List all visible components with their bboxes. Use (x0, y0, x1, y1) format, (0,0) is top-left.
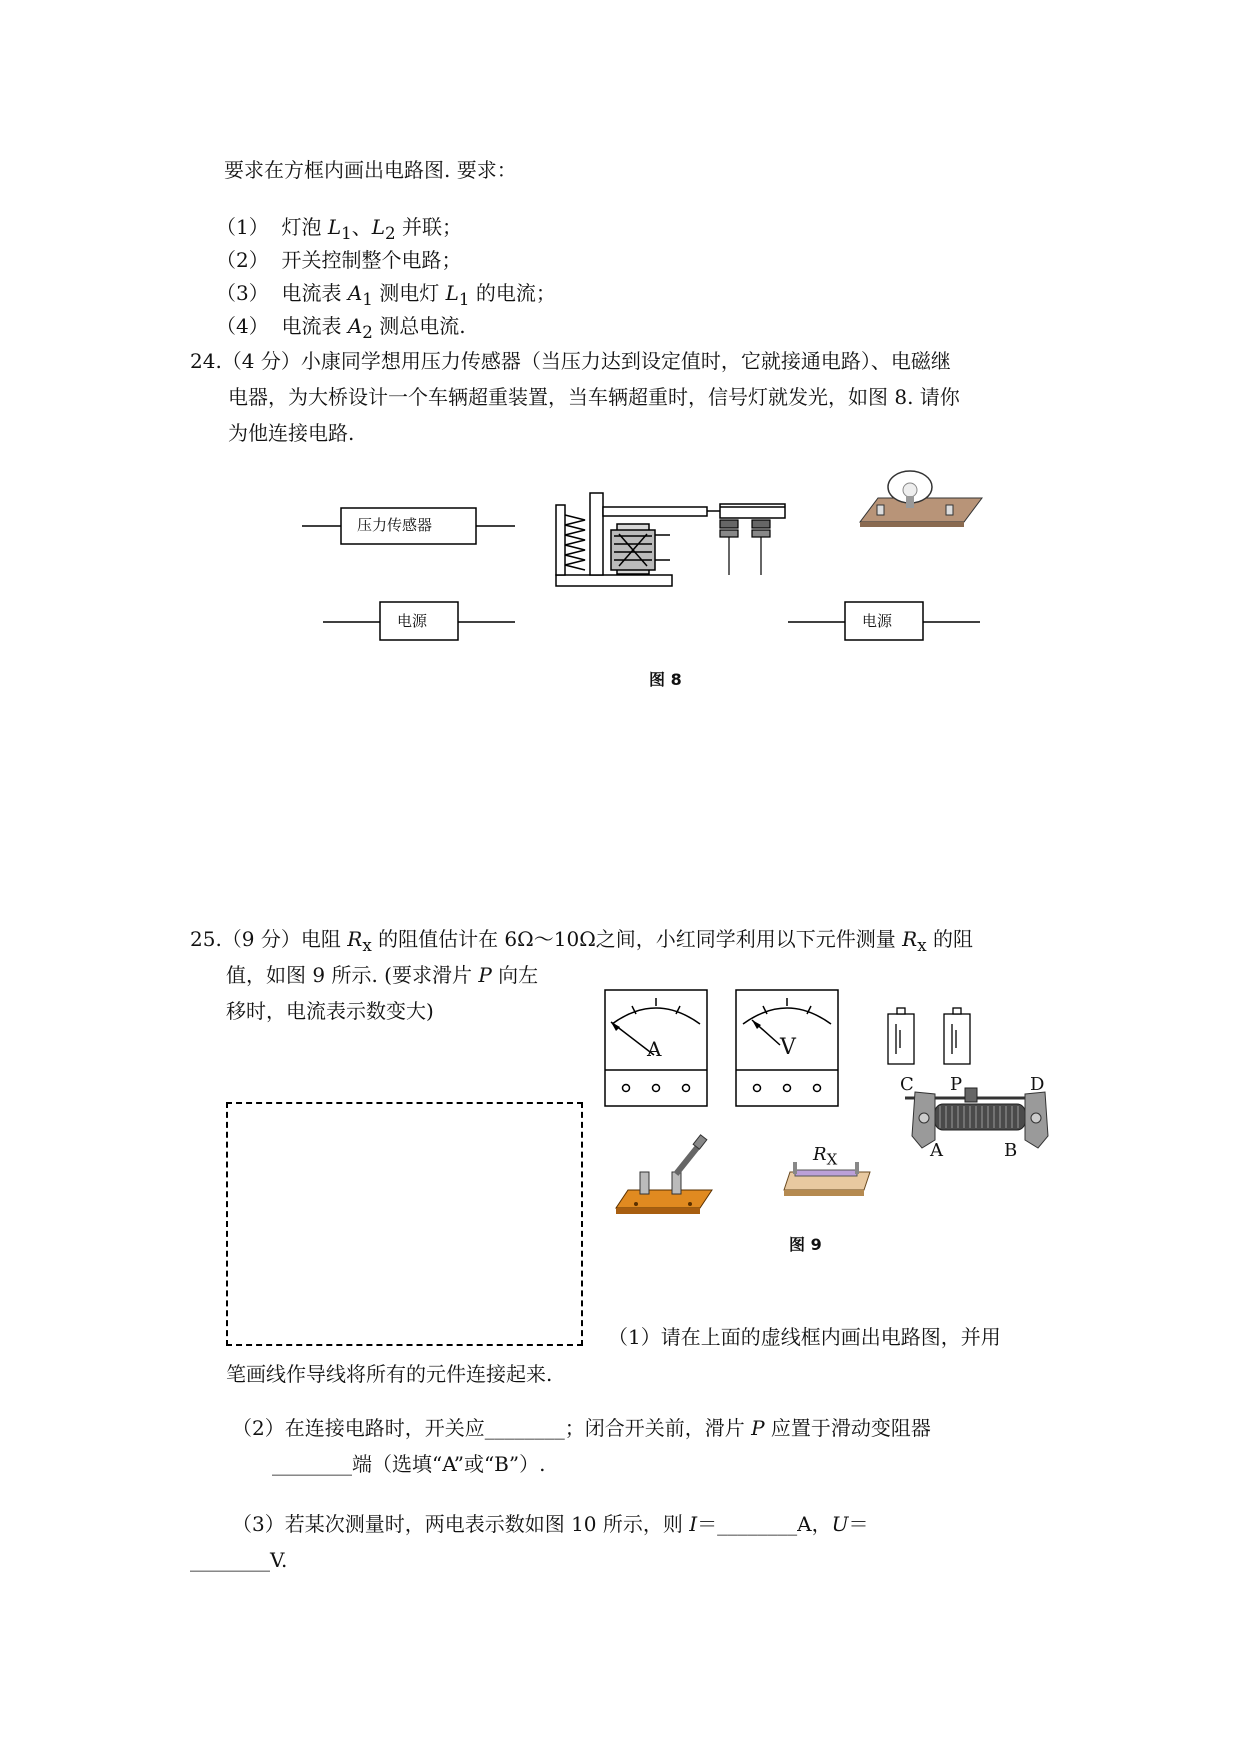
ammeter-label: A (647, 1037, 662, 1061)
q24-line-1: 24.（4 分）小康同学想用压力传感器（当压力达到设定值时，它就接通电路）、电磁继 (190, 349, 951, 373)
q25-sub3-line-2: ________V. (190, 1548, 288, 1572)
circuit-answer-box[interactable] (226, 1102, 583, 1346)
pressure-sensor-label: 压力传感器 (357, 516, 433, 534)
figure-8-caption: 图 8 (649, 670, 682, 689)
q25-sub3-line-1: （3）若某次测量时，两电表示数如图 10 所示，则 I＝________A，U＝ (232, 1512, 869, 1536)
power-source-right-label: 电源 (862, 612, 893, 630)
q25-line-2: 值，如图 9 所示. (要求滑片 P 向左 (226, 963, 539, 987)
requirement-4: （4） 电流表 $A_2$ 测总电流. (216, 314, 466, 342)
power-source-left-label: 电源 (397, 612, 428, 630)
rheostat-terminal-c: C (900, 1074, 914, 1095)
q25-line-3: 移时，电流表示数变大) (226, 999, 434, 1023)
intro-text: 要求在方框内画出电路图. 要求： (224, 158, 517, 182)
resistor-rx-label: $R_X$ (813, 1144, 838, 1169)
requirement-2: （2） 开关控制整个电路； (216, 248, 462, 272)
q25-sub2-line-2: ________端（选填“A”或“B”）. (272, 1452, 546, 1476)
figure-9-caption: 图 9 (789, 1235, 822, 1254)
q25-line-1: 25.（9 分）电阻 $R_x$ 的阻值估计在 6Ω～10Ω之间，小红同学利用以下元件测量 $R_x$ 的阻 (190, 927, 973, 955)
q24-line-2: 电器，为大桥设计一个车辆超重装置，当车辆超重时，信号灯就发光，如图 8. 请你 (228, 385, 960, 409)
rheostat-terminal-a: A (930, 1140, 943, 1161)
requirement-1: （1） 灯泡 $L_1$、$L_2$ 并联； (216, 215, 462, 243)
knife-switch (616, 1135, 712, 1214)
voltmeter-label: V (780, 1035, 796, 1060)
battery-cells (888, 1008, 970, 1064)
relay-contacts (720, 520, 770, 575)
requirement-3: （3） 电流表 $A_1$ 测电灯 $L_1$ 的电流； (216, 281, 556, 309)
q24-line-3: 为他连接电路. (228, 421, 355, 445)
rheostat-slider-p: P (950, 1074, 963, 1095)
signal-lamp (860, 471, 982, 527)
q25-sub1-line-2: 笔画线作导线将所有的元件连接起来. (226, 1362, 553, 1386)
electromagnetic-relay (556, 493, 785, 586)
rheostat-terminal-b: B (1004, 1140, 1018, 1161)
sliding-rheostat (905, 1088, 1048, 1148)
rheostat-terminal-d: D (1030, 1074, 1045, 1095)
q25-sub2-line-1: （2）在连接电路时，开关应________；闭合开关前，滑片 P 应置于滑动变阻器 (232, 1416, 931, 1440)
q25-sub1-line-1: （1）请在上面的虚线框内画出电路图，并用 (608, 1325, 1001, 1349)
